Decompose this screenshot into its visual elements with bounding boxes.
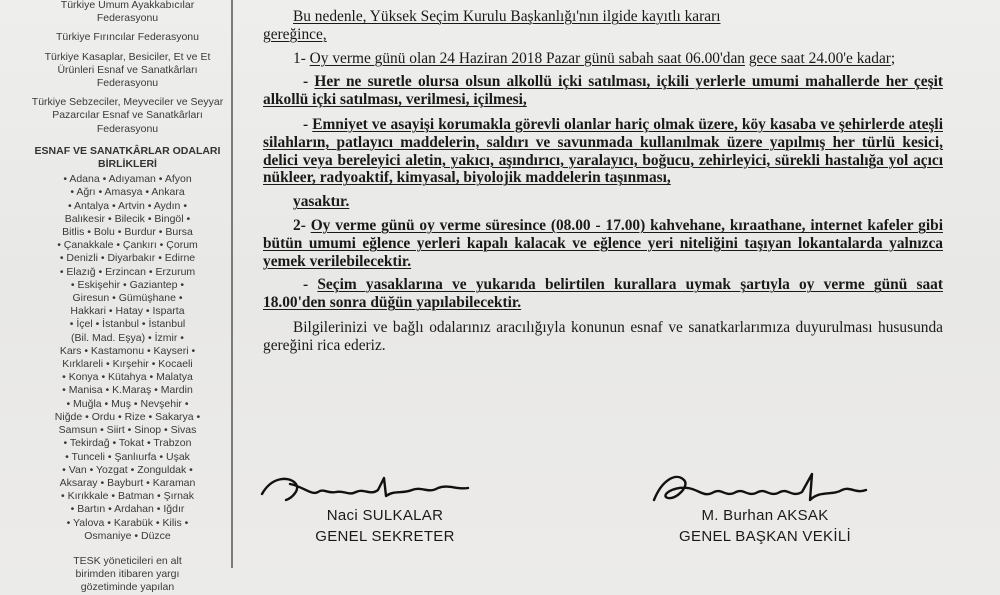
city-line: Kars • Kastamonu • Kayseri • [59,344,196,357]
paragraph-item-1 [263,50,943,68]
city-line: • Adana • Adıyaman • Afyon [63,173,192,186]
item-1-semicolon: ; [890,49,896,67]
city-line: • Konya • Kütahya • Malatya [62,371,193,384]
city-line: • Elazığ • Erzincan • Erzurum [59,265,196,278]
paragraph-intro [263,8,943,44]
item-2-number: 2- [293,216,311,234]
city-line: • Bartın • Ardahan • Iğdır [70,503,185,516]
city-line: Bitlis • Bolu • Burdur • Bursa [62,226,193,239]
intro-line-2: gereğince, [263,25,327,43]
city-line: • Eskişehir • Gaziantep • [70,278,185,291]
item-1-text: Oy verme günü olan 24 Haziran 2018 Pazar günü sabah saat 06.00'dan [309,49,745,67]
city-line: Osmaniye • Düzce [84,529,171,542]
sidebar-divider [231,0,233,568]
dash: - [303,73,315,91]
city-line: Aksaray • Bayburt • Karaman [59,476,196,489]
tesk-note-line: TESK yöneticileri en alt [73,554,182,567]
sidebar-member-list [30,0,225,594]
city-line: • Tunceli • Şanlıurfa • Uşak [65,450,190,463]
signature-block-right [640,505,890,547]
tesk-note-line: gözetiminde yapılan [80,581,175,594]
paragraph-weapons-ban [263,116,943,187]
federation-sebzeciler: Türkiye Sebzeciler, Meyveciler ve Seyyar Pazarcılar Esnaf ve Sanatkârları Federasyonu [31,96,224,135]
paragraph-closing: Bilgilerinizi ve bağlı odalarınız aracılığıyla konunun esnaf ve sanatkarlarımıza duyurulması hususunda gereğini rica ederiz. [263,318,943,354]
chambers-header: ESNAF VE SANATKÂRLAR ODALARI BİRLİKLERİ [34,144,221,171]
wedding-text: Seçim yasaklarına ve yukarıda belirtilen kurallara uymak şartıyla oy verme günü saat 18.00'den sonra düğün yapılabilecektir. [263,276,943,312]
city-line: • Denizli • Diyarbakır • Edirne [59,252,196,265]
city-line: Niğde • Ordu • Rize • Sakarya • [54,410,201,423]
city-line: • İçel • İstanbul • İstanbul [69,318,186,331]
tesk-note [30,555,225,595]
city-line: • Muğla • Muş • Nevşehir • [66,397,189,410]
intro-line-1: Bu nedenle, Yüksek Seçim Kurulu Başkanlığı'nın ilgide kayıtlı kararı [293,8,721,25]
item-1-text-cont: gece saat 24.00'e kadar [748,49,891,67]
signatory-name: M. Burhan AKSAK [701,507,829,524]
federation-firincilar: Türkiye Fırıncılar Federasyonu [56,31,199,44]
item-1-number: 1- [293,49,310,67]
alcohol-ban-text: Her ne suretle olursa olsun alkollü içki satılması, içkili yerlerle umumi mahallerde her çeşit alkollü içki satılması, verilmesi, içilmesi, [263,73,943,109]
signatory-title: GENEL BAŞKAN VEKİLİ [679,528,851,545]
city-line: • Çanakkale • Çankırı • Çorum [57,239,198,252]
city-line: • Yalova • Karabük • Kilis • [66,516,189,529]
city-line: Giresun • Gümüşhane • [72,292,183,305]
paragraph-wedding [263,276,943,312]
city-line: • Kırıkkale • Batman • Şırnak [61,490,194,503]
city-line: • Tekirdağ • Tokat • Trabzon [63,437,192,450]
city-line: (Bil. Mad. Eşya) • İzmir • [71,331,184,344]
city-line: Kırklareli • Kırşehir • Kocaeli [62,358,193,371]
signature-block-left [285,505,485,547]
dash: - [303,115,313,133]
signatory-name: Naci SULKALAR [326,507,444,524]
item-2-text: Oy verme günü oy verme süresince (08.00 - 17.00) kahvehane, kıraathane, internet kafeler gibi bütün umumi eğlence yerleri kapalı kalacak ve eğlence yeri niteliğini taşıyan lokantalarda yalnızca yemek verilebilecektir. [263,216,943,270]
letter-body [263,0,943,355]
city-line: • Manisa • K.Maraş • Mardin [62,384,193,397]
signatory-title: GENEL SEKRETER [315,528,455,545]
city-line: • Antalya • Artvin • Aydın • [68,199,187,212]
dash: - [303,276,318,294]
prohibited-text: yasaktır. [293,193,350,211]
city-line: Balıkesir • Bilecik • Bingöl • [64,212,191,225]
paragraph-item-2 [263,217,943,270]
federation-ayakkabicilar: Türkiye Umum Ayakkabıcılar Federasyonu [60,0,195,25]
city-line: Hakkari • Hatay • Isparta [70,305,185,318]
city-line: • Van • Yozgat • Zonguldak • [62,463,193,476]
federation-kasaplar: Türkiye Kasaplar, Besiciler, Et ve Et Ürünleri Esnaf ve Sanatkârları Federasyonu [44,50,211,90]
weapons-ban-text: Emniyet ve asayişi korumakla görevli olanlar hariç olmak üzere, köy kasaba ve şehirlerde ateşli silahların, patlayıcı maddelerin, saldırı ve savunmada kullanılmak üzere yapılmış her türlü kesici, delici veya bereleyici aletin, yakıcı, aşındırıcı, yaralayıcı, boğucu, zehirleyici, sürekli hastalığa yol açıcı nükleer, radyoaktif, kimyasal, biyolojik maddelerin taşınması, [263,115,943,187]
paragraph-prohibited [263,193,943,211]
city-line: • Ağrı • Amasya • Ankara [70,186,185,199]
city-list [30,173,225,543]
tesk-note-line: birimden itibaren yargı [75,568,180,581]
paragraph-alcohol-ban [263,73,943,109]
city-line: Samsun • Siirt • Sinop • Sivas [58,424,197,437]
